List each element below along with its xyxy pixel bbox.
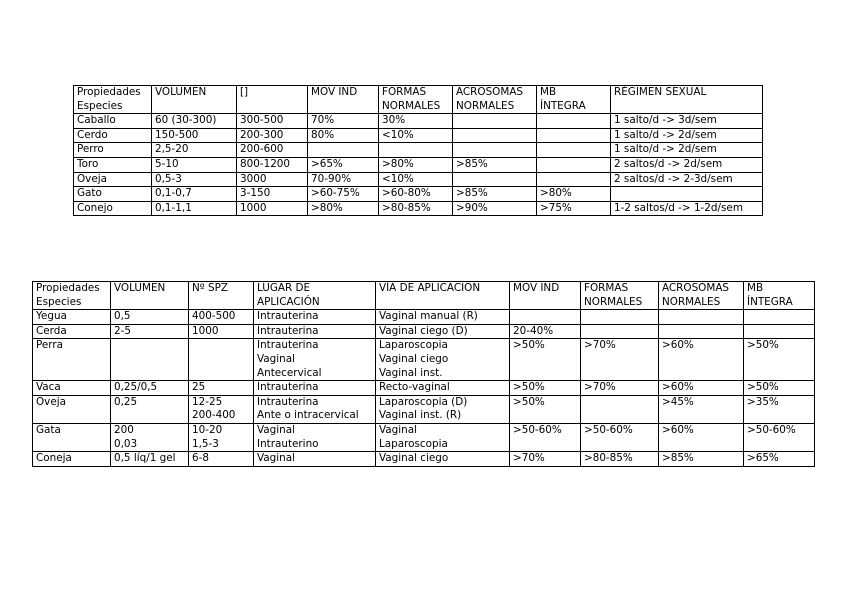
species-cell (33, 395, 111, 423)
cell-line: Vaginal ciego (D) (379, 324, 468, 337)
table-cell (111, 324, 189, 339)
table-cell (510, 452, 581, 467)
table-cell (111, 310, 189, 325)
table-cell: 200-300 (237, 128, 308, 143)
header-formas-normales: FORMAS NORMALES (379, 86, 453, 114)
table-cell: 800-1200 (237, 157, 308, 172)
table-cell: 1000 (237, 201, 308, 216)
cell-line: Intrauterina (257, 395, 319, 408)
cell-line: Vaginal (379, 423, 417, 436)
table-cell: 0,1-0,7 (152, 187, 237, 202)
table-cell (376, 452, 510, 467)
species-cell: Gato (74, 187, 152, 202)
table-row (74, 143, 763, 158)
cell-line: Perra (36, 339, 64, 352)
cell-line: >50% (747, 339, 779, 352)
table-cell: >60-80% (379, 187, 453, 202)
cell-line: Oveja (36, 395, 66, 408)
table-cell (537, 172, 611, 187)
cell-line (192, 339, 250, 353)
cell-line: 20-40% (513, 324, 554, 337)
cell-line: Vaginal inst. (379, 366, 443, 379)
table-cell (510, 395, 581, 423)
table-row (74, 157, 763, 172)
species-cell (33, 339, 111, 381)
table-cell (453, 172, 537, 187)
table-cell (111, 381, 189, 396)
table-cell: <10% (379, 172, 453, 187)
cell-line: >85% (662, 452, 694, 465)
cell-line: Laparoscopia (379, 339, 448, 352)
table-cell (510, 310, 581, 325)
cell-line: >70% (584, 381, 616, 394)
table-cell (189, 381, 254, 396)
table-cell (744, 310, 815, 325)
table-cell (189, 423, 254, 451)
header-lugar-aplicacion: LUGAR DE APLICACIÓN (254, 282, 376, 310)
table-cell: 1-2 saltos/d -> 1-2d/sem (611, 201, 763, 216)
table-cell (111, 339, 189, 381)
table-cell (189, 324, 254, 339)
cell-line: >45% (662, 395, 694, 408)
table-cell (537, 157, 611, 172)
table-cell (744, 324, 815, 339)
header-propiedades-especies: Propiedades Especies (74, 86, 152, 114)
cell-line: Ante o intracervical (257, 409, 359, 422)
cell-line: Recto-vaginal (379, 381, 450, 394)
cell-line: Intrauterina (257, 339, 319, 352)
header-formas-normales: FORMAS NORMALES (581, 282, 659, 310)
species-cell (33, 452, 111, 467)
cell-line (114, 339, 185, 353)
table-cell: >80% (379, 157, 453, 172)
cell-line (584, 325, 655, 339)
species-cell (33, 324, 111, 339)
table-cell (510, 324, 581, 339)
table-cell (537, 114, 611, 129)
cell-line: >35% (747, 395, 779, 408)
table-cell (581, 381, 659, 396)
cell-line: Intrauterina (257, 381, 319, 394)
table-cell (189, 452, 254, 467)
cell-line: >60% (662, 423, 694, 436)
table-cell (308, 143, 379, 158)
table-header-row (33, 282, 815, 310)
cell-line: Vaginal manual (R) (379, 310, 478, 323)
cell-line: Vaginal ciego (379, 352, 449, 365)
table-cell: 300-500 (237, 114, 308, 129)
species-cell: Perro (74, 143, 152, 158)
cell-line: 1000 (192, 324, 219, 337)
cell-line: 1,5-3 (192, 437, 219, 450)
table-cell (254, 452, 376, 467)
table-cell (744, 423, 815, 451)
cell-line: Coneja (36, 452, 72, 465)
cell-line: Vaginal ciego (379, 452, 449, 465)
table-cell (254, 423, 376, 451)
table-row (74, 187, 763, 202)
table-cell (189, 310, 254, 325)
table-cell (376, 339, 510, 381)
table-cell (111, 423, 189, 451)
header-acrosomas-normales: ACROSOMAS NORMALES (453, 86, 537, 114)
table-cell (581, 324, 659, 339)
cell-line: 0,5 (114, 310, 131, 323)
cell-line (662, 310, 740, 324)
cell-line: Intrauterino (257, 437, 319, 450)
cell-line (662, 325, 740, 339)
cell-line: Vaginal (257, 452, 295, 465)
cell-line: Laparoscopia (D) (379, 395, 468, 408)
cell-line: 2-5 (114, 324, 131, 337)
cell-line: Gata (36, 423, 61, 436)
header-mov-ind: MOV IND (308, 86, 379, 114)
table-row (33, 423, 815, 451)
table-cell (376, 381, 510, 396)
species-cell: Oveja (74, 172, 152, 187)
table-cell (254, 324, 376, 339)
table-row (33, 395, 815, 423)
cell-line: >50% (747, 381, 779, 394)
table-cell (581, 310, 659, 325)
cell-line: Cerda (36, 324, 67, 337)
table-cell (581, 339, 659, 381)
cell-line: >65% (747, 452, 779, 465)
cell-line: 400-500 (192, 310, 236, 323)
table-cell (659, 381, 744, 396)
cell-line: Vaca (36, 381, 61, 394)
table-cell: >75% (537, 201, 611, 216)
table-cell (376, 395, 510, 423)
cell-line: Intrauterina (257, 324, 319, 337)
cell-line: Vaginal inst. (R) (379, 409, 462, 422)
cell-line (747, 310, 811, 324)
table-cell (659, 423, 744, 451)
species-cell: Conejo (74, 201, 152, 216)
table-cell: 2,5-20 (152, 143, 237, 158)
cell-line: >50-60% (584, 423, 633, 436)
table-cell (581, 395, 659, 423)
cell-line: Intrauterina (257, 310, 319, 323)
table-cell (189, 339, 254, 381)
table-cell: >65% (308, 157, 379, 172)
table-cell (659, 452, 744, 467)
table-cell: >80% (308, 201, 379, 216)
table-cell (611, 187, 763, 202)
cell-line: 200 (114, 423, 134, 436)
table-row (74, 114, 763, 129)
header-n-spz: Nº SPZ (189, 282, 254, 310)
table-cell: 1 salto/d -> 2d/sem (611, 128, 763, 143)
table-cell: 70-90% (308, 172, 379, 187)
table-cell (379, 143, 453, 158)
table-cell: 30% (379, 114, 453, 129)
header-via-aplicacion: VÍA DE APLICACIÓN (376, 282, 510, 310)
cell-line: >50% (513, 339, 545, 352)
table-cell (510, 423, 581, 451)
table-cell (189, 395, 254, 423)
cell-line (513, 310, 577, 324)
cell-line: >60% (662, 339, 694, 352)
semen-properties-table (73, 85, 763, 216)
table-cell: <10% (379, 128, 453, 143)
table-cell: 3-150 (237, 187, 308, 202)
table-cell: 60 (30-300) (152, 114, 237, 129)
cell-line: 200-400 (192, 409, 236, 422)
cell-line: >50% (513, 381, 545, 394)
table-cell (376, 310, 510, 325)
table-cell: >85% (453, 187, 537, 202)
table-row (33, 452, 815, 467)
cell-line: >80-85% (584, 452, 633, 465)
table-cell: 0,5-3 (152, 172, 237, 187)
cell-line: 0,03 (114, 437, 138, 450)
table-cell: >80-85% (379, 201, 453, 216)
header-volumen: VOLUMEN (111, 282, 189, 310)
table-row (33, 339, 815, 381)
species-cell: Caballo (74, 114, 152, 129)
header-mb-integra: MB ÍNTEGRA (744, 282, 815, 310)
table-cell (659, 395, 744, 423)
table-cell (453, 143, 537, 158)
cell-line: 10-20 (192, 423, 223, 436)
table-cell: >80% (537, 187, 611, 202)
cell-line: 0,25 (114, 395, 138, 408)
table-cell: 150-500 (152, 128, 237, 143)
cell-line: Laparoscopia (379, 437, 448, 450)
table-row (74, 201, 763, 216)
cell-line: Vaginal (257, 423, 295, 436)
cell-line: 12-25 (192, 395, 223, 408)
table-cell (376, 423, 510, 451)
table-cell (659, 339, 744, 381)
cell-line: 0,25/0,5 (114, 381, 158, 394)
table-cell: >90% (453, 201, 537, 216)
table-cell (254, 395, 376, 423)
table-cell (744, 452, 815, 467)
species-cell (33, 423, 111, 451)
table-row (74, 128, 763, 143)
header-volumen: VOLUMEN (152, 86, 237, 114)
table-cell (510, 381, 581, 396)
table-cell: 3000 (237, 172, 308, 187)
table-cell: 2 saltos/d -> 2d/sem (611, 157, 763, 172)
table-cell (376, 324, 510, 339)
table-cell (581, 423, 659, 451)
table-cell (744, 381, 815, 396)
header-acrosomas-normales: ACROSOMAS NORMALES (659, 282, 744, 310)
table-cell: 0,1-1,1 (152, 201, 237, 216)
header-propiedades-especies: Propiedades Especies (33, 282, 111, 310)
table-row (74, 172, 763, 187)
header-concentracion: [] (237, 86, 308, 114)
table-cell: 200-600 (237, 143, 308, 158)
cell-line: >70% (584, 339, 616, 352)
table-cell: 5-10 (152, 157, 237, 172)
table-cell (453, 114, 537, 129)
insemination-table (32, 281, 815, 467)
cell-line: >70% (513, 452, 545, 465)
table-cell: 2 saltos/d -> 2-3d/sem (611, 172, 763, 187)
header-regimen-sexual: RÉGIMEN SEXUAL (611, 86, 763, 114)
species-cell (33, 381, 111, 396)
table-cell (453, 128, 537, 143)
species-cell: Toro (74, 157, 152, 172)
table-row (33, 381, 815, 396)
table-row (33, 310, 815, 325)
cell-line: Yegua (36, 310, 67, 323)
species-cell: Cerdo (74, 128, 152, 143)
table-cell: 1 salto/d -> 3d/sem (611, 114, 763, 129)
table-cell (111, 395, 189, 423)
cell-line (747, 325, 811, 339)
table-cell (659, 310, 744, 325)
table-cell: >85% (453, 157, 537, 172)
cell-line: 25 (192, 381, 206, 394)
cell-line: 6-8 (192, 452, 209, 465)
cell-line: Vaginal (257, 352, 295, 365)
cell-line: >60% (662, 381, 694, 394)
table-cell: 1 salto/d -> 2d/sem (611, 143, 763, 158)
table-cell (581, 452, 659, 467)
table-cell (254, 339, 376, 381)
table-cell: 70% (308, 114, 379, 129)
species-cell (33, 310, 111, 325)
table-row (33, 324, 815, 339)
cell-line: 0,5 líq/1 gel (114, 452, 176, 465)
table-cell: >60-75% (308, 187, 379, 202)
cell-line: >50-60% (513, 423, 562, 436)
cell-line: Antecervical (257, 366, 322, 379)
table-cell (537, 128, 611, 143)
cell-line (584, 310, 655, 324)
table-cell (510, 339, 581, 381)
table-cell (111, 452, 189, 467)
table-cell: 80% (308, 128, 379, 143)
table-cell (254, 310, 376, 325)
table-cell (659, 324, 744, 339)
table-cell (254, 381, 376, 396)
header-mov-ind: MOV IND (510, 282, 581, 310)
cell-line: >50% (513, 395, 545, 408)
cell-line (584, 396, 655, 410)
table-cell (537, 143, 611, 158)
table-cell (744, 339, 815, 381)
table-header-row (74, 86, 763, 114)
header-mb-integra: MB ÍNTEGRA (537, 86, 611, 114)
cell-line: >50-60% (747, 423, 796, 436)
table-cell (744, 395, 815, 423)
